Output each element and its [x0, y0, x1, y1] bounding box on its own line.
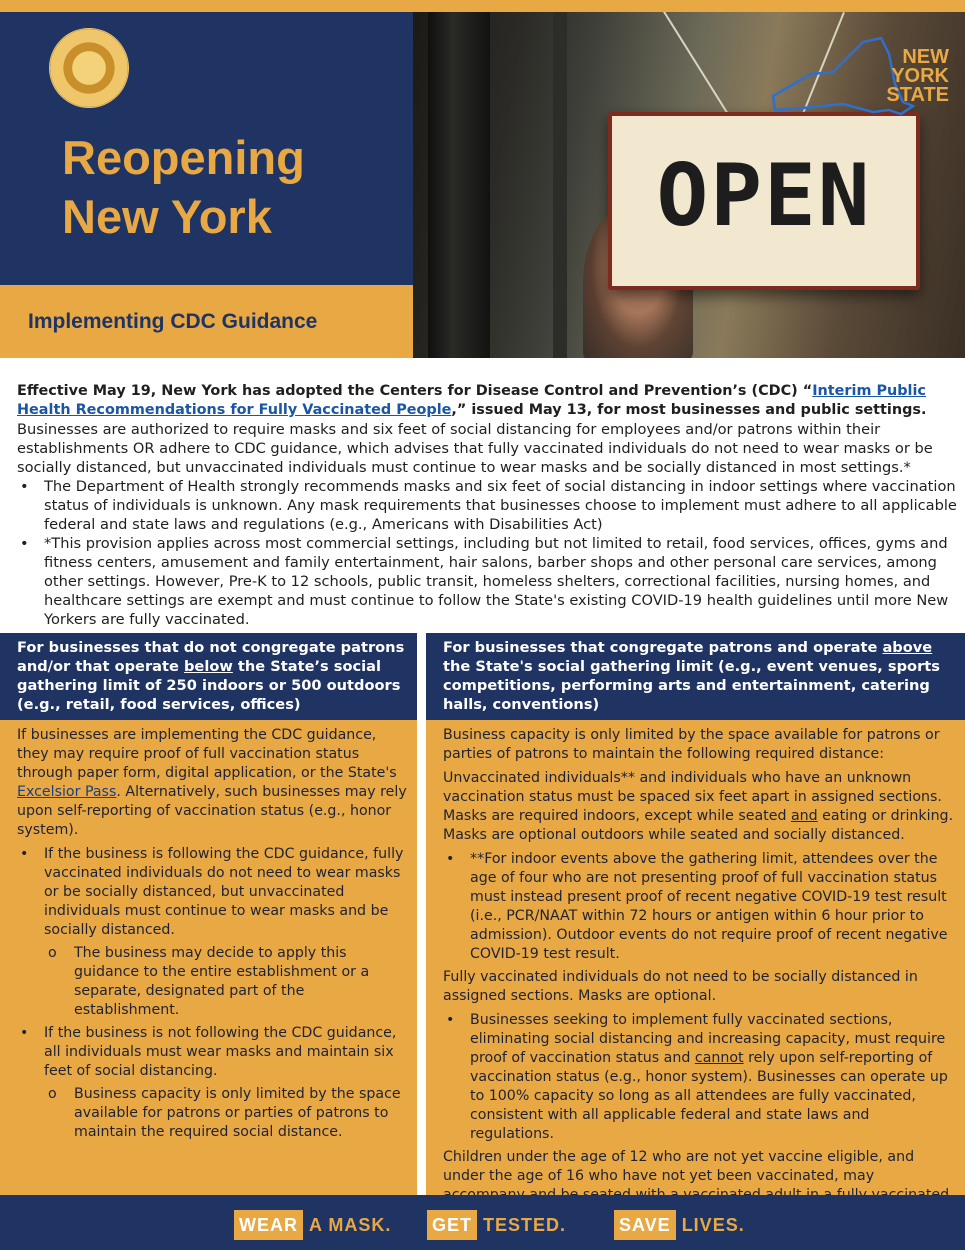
- list-item: [443, 1011, 955, 1144]
- open-sign-text: OPEN: [656, 146, 872, 246]
- door-frame-edge: [553, 12, 567, 358]
- sub-bullet-text: The business may decide to apply this guidance to the entire establishment or a separate, designated part of the establishment.: [74, 945, 370, 1018]
- bullet-text: **For indoor events above the gathering limit, attendees over the age of four who are not presenting proof of full vaccination status must instead present proof of recent negative COVID-19 test result (i.e., PCR/NAAT within 72 hours or antigen within 6 hour prior to admission). Outdoor events do not require proof of recent negative COVID-19 test result.: [470, 851, 948, 962]
- footer-slogan-save: [614, 1210, 745, 1240]
- list-item: [17, 477, 957, 534]
- bullet-emphasis: cannot: [694, 1050, 744, 1066]
- footer-slogan-get: [427, 1210, 566, 1240]
- heading-emphasis: above: [882, 639, 933, 656]
- bullet-icon: •: [20, 1025, 29, 1041]
- right-paragraph-4: Children under the age of 12 who are not yet vaccine eligible, and under the age of 16 who have not yet been vaccinated, may: [443, 1149, 915, 1184]
- right-bullets-2: [443, 1011, 955, 1144]
- top-accent-bar: [0, 0, 965, 12]
- intro-section: [17, 382, 957, 629]
- paragraph-emphasis: and: [790, 808, 818, 824]
- sub-bullets: [44, 944, 407, 1020]
- sub-bullet-text: Business capacity is only limited by the space available for patrons or parties of patrons to maintain the required social distance.: [74, 1086, 401, 1140]
- bullet-text: *This provision applies across most commercial settings, including but not limited to retail, food services, offices, gyms and fitness centers, amusement and family entertainment, hair salons, barber shops and other personal care services, among other settings. However, Pre-K to 12 schools, public transit, homeless shelters, correctional facilities, nursing homes, and healthcare settings are exempt and must continue to follow the State's existing COVID-19 health guidelines until more New Yorkers are fully vaccinated.: [44, 535, 949, 628]
- bullet-text: Businesses seeking to implement fully vaccinated sections, eliminating social distancing and increasing capacity, must require proof of vaccination status and: [470, 1012, 946, 1066]
- circle-bullet-icon: o: [48, 945, 57, 961]
- page-title: [62, 128, 402, 246]
- heading-text: For businesses that do not congregate patrons and/or that operate: [17, 639, 405, 675]
- bullet-text-end: rely upon self-reporting of vaccination status (e.g., honor system). Businesses can operate up to 100% capacity so long as all attendees are fully vaccinated, consistent with all applicable federal and state laws and regulations.: [470, 1050, 948, 1142]
- logo-word-2: YORK: [891, 65, 949, 87]
- slogan-box: SAVE: [614, 1210, 676, 1240]
- right-column-body: [426, 720, 965, 1195]
- bullet-icon: •: [446, 1012, 455, 1028]
- right-paragraph-2: [443, 769, 955, 845]
- right-paragraph-1: Business capacity is only limited by the space available for patrons or parties of patrons to maintain the following required distance:: [443, 727, 940, 762]
- title-line-1: Reopening: [62, 131, 305, 184]
- slogan-text: A MASK.: [309, 1215, 392, 1235]
- open-sign: [608, 112, 920, 290]
- heading-text: For businesses that congregate patrons and operate: [443, 639, 883, 656]
- right-bullets-1: [443, 850, 955, 964]
- left-column-body: [0, 720, 417, 1195]
- list-item: [443, 850, 955, 964]
- list-item: [44, 1085, 407, 1142]
- slogan-text: LIVES.: [681, 1215, 745, 1235]
- heading-text-end: the State's social gathering limit (e.g., event venues, sports competitions, performing arts and entertainment, catering halls, conventions): [443, 658, 940, 713]
- subtitle: Implementing CDC Guidance: [28, 310, 318, 333]
- list-item: [17, 1024, 407, 1142]
- paragraph-text: If businesses are implementing the CDC guidance, they may require proof of full vaccination status through paper form, digital application, or the State's: [17, 727, 397, 781]
- intro-lead-text: Effective May 19, New York has adopted the Centers for Disease Control and Prevention’s (CDC) “: [17, 383, 813, 399]
- bullet-icon: •: [20, 535, 29, 552]
- excelsior-pass-link[interactable]: Excelsior Pass: [17, 784, 117, 800]
- intro-lead: [17, 382, 957, 420]
- logo-word-1: NEW: [902, 46, 949, 68]
- slogan-text: TESTED.: [483, 1215, 567, 1235]
- footer-slogan-wear: [234, 1210, 391, 1240]
- intro-paragraph: Businesses are authorized to require masks and six feet of social distancing for employees and/or patrons within their establishments OR adhere to CDC guidance, which advises that fully vaccinated individuals do not need to wear masks or be socially distanced, but unvaccinated individuals must continue to wear masks and be socially distanced in most settings.*: [17, 421, 933, 476]
- right-column-heading: [426, 633, 965, 720]
- new-york-state-logo: [853, 48, 949, 118]
- list-item: [17, 845, 407, 1020]
- paragraph-text: Unvaccinated individuals** and individuals who have an unknown vaccination status must be spaced six feet apart in assigned sections. Masks are required indoors, except while seated: [443, 770, 942, 824]
- heading-emphasis: below: [183, 658, 233, 675]
- paragraph-text-end: . Alternatively, such businesses may rely upon self-reporting of vaccination status (e.g., honor system).: [17, 784, 407, 838]
- circle-bullet-icon: o: [48, 1086, 57, 1102]
- open-sign-photo: [413, 12, 965, 358]
- slogan-box: WEAR: [234, 1210, 303, 1240]
- intro-lead-text-end: ,” issued May 13, for most businesses and public settings.: [451, 402, 927, 418]
- heading-text-end: the State’s social gathering limit of 250 indoors or 500 outdoors (e.g., retail, food services, offices): [17, 658, 401, 713]
- bullet-icon: •: [20, 478, 29, 495]
- logo-word-3: STATE: [886, 84, 949, 106]
- door-frame: [428, 12, 490, 358]
- bullet-text: If the business is not following the CDC guidance, all individuals must wear masks and maintain six feet of social distancing.: [44, 1025, 397, 1079]
- slogan-box: GET: [427, 1210, 477, 1240]
- sub-bullets: [44, 1085, 407, 1142]
- right-paragraph-3: Fully vaccinated individuals do not need to be socially distanced in assigned sections. Masks are optional.: [443, 969, 918, 1004]
- title-line-2: New York: [62, 190, 272, 243]
- left-bullets: [17, 845, 407, 1142]
- cdc-recommendations-link[interactable]: Interim Public Health Recommendations for Fully Vaccinated People: [17, 383, 926, 418]
- left-paragraph-1: [17, 726, 407, 840]
- bullet-text: The Department of Health strongly recommends masks and six feet of social distancing in indoor settings where vaccination status of individuals is unknown. Any mask requirements that businesses choose to implement must adhere to all applicable federal and state laws and regulations (e.g., Americans with Disabilities Act): [44, 478, 957, 533]
- bullet-icon: •: [446, 851, 455, 867]
- list-item: [44, 944, 407, 1020]
- bullet-text: If the business is following the CDC guidance, fully vaccinated individuals do not need to wear masks or be socially distanced, but unvaccinated individuals must continue to wear masks and be socially distanced.: [44, 846, 404, 938]
- state-seal-icon: [49, 28, 129, 108]
- left-column-heading: [0, 633, 417, 720]
- sign-string-left: [663, 12, 734, 122]
- intro-bullets: [17, 477, 957, 629]
- list-item: [17, 534, 957, 629]
- paragraph-text-end: eating or drinking. Masks are optional outdoors while seated and socially distanced.: [443, 808, 954, 843]
- bullet-icon: •: [20, 846, 29, 862]
